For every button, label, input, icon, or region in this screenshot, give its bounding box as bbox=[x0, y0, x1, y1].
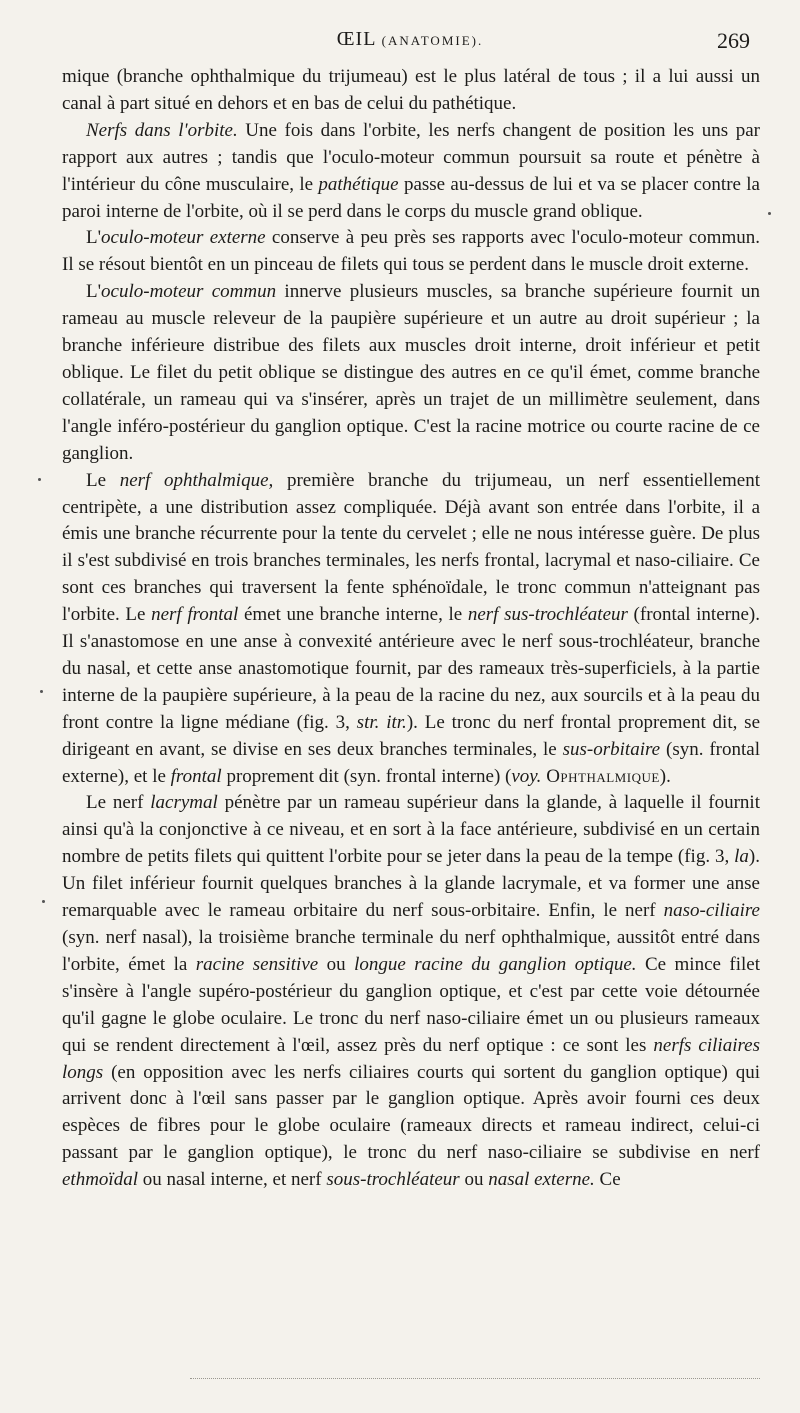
text-run: Le bbox=[86, 469, 120, 491]
italic-text: la bbox=[734, 846, 749, 868]
text-run: ). Un filet inférieur fournit quelques branches à la glande lacrymale, et va former une anse remarquable avec le rameau orbitaire du nerf sous-orbitaire. Enfin, le nerf bbox=[62, 846, 760, 922]
text-run: Ce bbox=[594, 1169, 621, 1191]
italic-text: nerfs ciliaires longs bbox=[62, 1034, 760, 1083]
text-run: (frontal interne). Il s'anastomose en une anse à convexité antérieure avec le nerf sous-trochléateur, branche du nasal, et cette anse anastomotique fournit, par des rameaux très-superficiels, à la partie interne de la paupière supérieure, à la peau de la racine du nez, aux sourcils et à la peau du front contre la ligne médiane (fig. 3, bbox=[62, 604, 760, 733]
italic-text: oculo-moteur externe bbox=[101, 227, 266, 249]
italic-text: Nerfs dans l'orbite. bbox=[86, 119, 238, 141]
italic-text: nerf frontal bbox=[151, 604, 239, 626]
text-run: Ophthalmique bbox=[546, 765, 660, 787]
italic-text: sus-orbitaire bbox=[562, 738, 661, 760]
text-run: (syn. frontal externe), et le bbox=[62, 738, 760, 787]
text-run: pénètre par un rameau supérieur dans la glande, à laquelle il fournit ainsi qu'à la conjonctive à ce niveau, et en sort à la face antérieure, subdivisé en un certain nombre de petits filets qui quittent l'orbite pour se jeter dans la peau de la tempe (fig. 3, bbox=[62, 792, 760, 868]
running-header bbox=[60, 28, 760, 58]
text-run: Le nerf bbox=[86, 792, 151, 814]
italic-text: frontal bbox=[170, 765, 222, 787]
italic-text: nasal externe. bbox=[488, 1169, 595, 1191]
text-run: L' bbox=[86, 227, 102, 249]
header-title bbox=[60, 28, 760, 51]
margin-speck bbox=[40, 690, 43, 693]
margin-speck bbox=[38, 478, 41, 481]
text-run: L' bbox=[86, 281, 102, 303]
italic-text: pathétique bbox=[318, 173, 399, 195]
text-run: ou bbox=[459, 1169, 489, 1191]
italic-text: lacrymal bbox=[150, 792, 218, 814]
paragraph bbox=[62, 64, 760, 118]
paragraph bbox=[62, 279, 760, 467]
text-run: mique (branche ophthalmique du trijumeau) est le plus latéral de tous ; il a lui aussi un canal à part situé en dehors et en bas de celui du pathétique. bbox=[62, 66, 760, 114]
margin-speck bbox=[768, 212, 771, 215]
paragraph bbox=[62, 790, 760, 1194]
italic-text: racine sensitive bbox=[195, 953, 319, 975]
italic-text: ethmoïdal bbox=[62, 1169, 138, 1191]
text-run: Une fois dans l'orbite, les nerfs changent de position les uns par rapport aux autres ; tandis que l'oculo-moteur commun poursuit sa route et pénètre à l'intérieur du cône musculaire, le bbox=[62, 119, 760, 195]
text-run: proprement dit (syn. frontal interne) ( bbox=[221, 765, 512, 787]
text-run: Ce mince filet s'insère à l'angle supéro-postérieur du ganglion optique, et c'est par cette voie détournée qu'il gagne le globe oculaire. Le tronc du nerf naso-ciliaire émet un ou plusieurs rameaux qui se rendent directement à l'œil, assez près du nerf optique : ce sont les bbox=[62, 953, 760, 1056]
text-run: (syn. nerf nasal), la troisième branche terminale du nerf ophthalmique, aussitôt entré dans l'orbite, émet la bbox=[62, 927, 760, 975]
italic-text: naso-ciliaire bbox=[663, 900, 760, 922]
text-run: première branche du trijumeau, un nerf essentiellement centripète, a une distribution assez compliquée. Déjà avant son entrée dans l'orbite, il a émis une branche récurrente pour la tente du cervelet ; elle ne nous intéresse guère. De plus il s'est subdivisé en trois branches terminales, les nerfs frontal, lacrymal et naso-ciliaire. Ce sont ces branches qui traversent la fente sphénoïdale, le tronc commun n'atteignant pas l'orbite. Le bbox=[62, 469, 760, 626]
margin-speck bbox=[42, 900, 45, 903]
text-run: conserve à peu près ses rapports avec l'oculo-moteur commun. Il se résout bientôt en un pinceau de filets qui tous se perdent dans le muscle droit externe. bbox=[62, 227, 760, 276]
paragraph bbox=[62, 468, 760, 791]
text-run: émet une branche interne, le bbox=[238, 604, 468, 626]
text-run: innerve plusieurs muscles, sa branche supérieure fournit un rameau au muscle releveur de la paupière supérieure et un autre au droit supérieur ; la branche inférieure distribue des filets aux muscles droit interne, droit inférieur et petit oblique. Le filet du petit oblique se distingue des autres en ce qu'il émet, comme branche collatérale, un rameau qui va s'insérer, après un trajet de un millimètre seulement, dans l'angle inféro-postérieur du ganglion optique. C'est la racine motrice ou courte racine de ce ganglion. bbox=[62, 281, 760, 464]
header-title-main: ŒIL bbox=[336, 28, 376, 50]
text-run: ). bbox=[659, 765, 671, 787]
header-title-subtitle: (ANATOMIE). bbox=[381, 33, 484, 48]
italic-text: oculo-moteur commun bbox=[101, 281, 277, 303]
italic-text: longue racine du ganglion optique. bbox=[354, 953, 637, 975]
italic-text: str. itr. bbox=[356, 711, 407, 733]
italic-text: voy. bbox=[511, 765, 542, 787]
text-run: passe au-dessus de lui et va se placer contre la paroi interne de l'orbite, où il se perd dans le corps du muscle grand oblique. bbox=[62, 173, 760, 222]
page-number: 269 bbox=[717, 28, 750, 53]
paragraph bbox=[62, 225, 760, 279]
text-run: ou bbox=[318, 953, 355, 975]
italic-text: nerf ophthalmique, bbox=[119, 469, 274, 491]
body-text bbox=[62, 64, 760, 1194]
italic-text: nerf sus-trochléateur bbox=[467, 604, 628, 626]
bottom-rule bbox=[190, 1378, 760, 1379]
italic-text: sous-trochléateur bbox=[326, 1169, 460, 1191]
paragraph bbox=[62, 118, 760, 226]
text-run: ). Le tronc du nerf frontal proprement dit, se dirigeant en avant, se divise en ses deux branches terminales, le bbox=[62, 711, 760, 760]
text-run: (en opposition avec les nerfs ciliaires courts qui sortent du ganglion optique) qui arrivent donc à l'œil sans passer par le ganglion optique. Après avoir fourni ces deux espèces de fibres pour le globe oculaire (rameaux directs et rameau indirect, celui-ci passant par le ganglion optique), le tronc du nerf naso-ciliaire se subdivise en nerf bbox=[62, 1061, 760, 1164]
text-run: ou nasal interne, et nerf bbox=[138, 1169, 327, 1191]
